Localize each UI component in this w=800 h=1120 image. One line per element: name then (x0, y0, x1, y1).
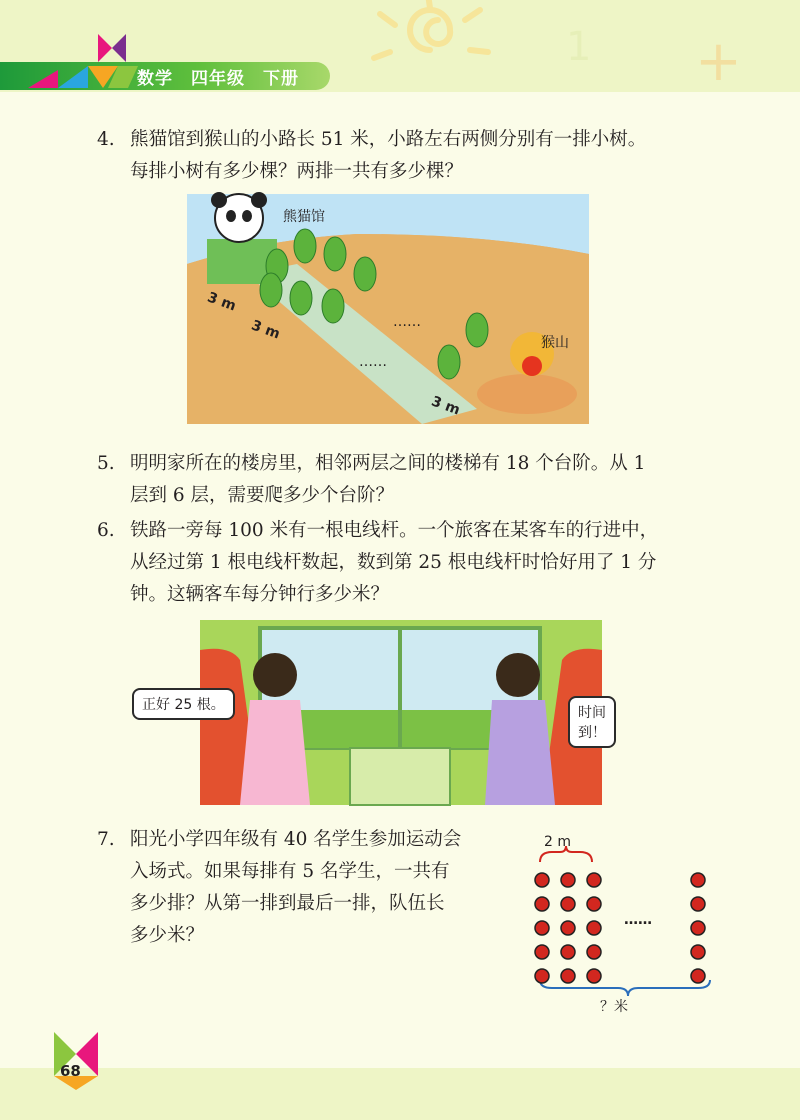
ellipsis: …… (624, 912, 652, 928)
student-dot (587, 873, 601, 887)
question-line: 熊猫馆到猴山的小路长 51 米，小路左右两侧分别有一排小树。 (130, 129, 647, 150)
speech-bubble-right: 时间到！ (568, 696, 616, 748)
student-dot (561, 969, 575, 983)
ellipsis: …… (393, 314, 421, 330)
question-line: 每排小树有多少棵？两排一共有多少棵？ (130, 161, 464, 182)
corner-tangram-icon (54, 1032, 100, 1090)
question-number: 7. (97, 829, 115, 850)
spacing-label: 3 m (205, 289, 239, 315)
question-number: 6. (97, 520, 115, 541)
tangram-logo-icon (28, 30, 138, 92)
student-dot (561, 897, 575, 911)
footer-band (0, 1068, 800, 1120)
student-dot (535, 969, 549, 983)
student-dot (561, 873, 575, 887)
ellipsis: …… (359, 354, 387, 370)
question-line: 多少米？ (130, 925, 205, 946)
svg-text:+: + (695, 29, 742, 94)
student-dot (691, 921, 705, 935)
student-dot (587, 945, 601, 959)
student-dot (691, 945, 705, 959)
train-illustration (142, 620, 606, 805)
speech-bubble-left: 正好 25 根。 (132, 688, 235, 720)
student-dot (587, 921, 601, 935)
question-number: 4. (97, 129, 115, 150)
question-line: 阳光小学四年级有 40 名学生参加运动会 (130, 829, 462, 850)
student-dot (535, 873, 549, 887)
park-path-illustration (187, 194, 589, 424)
question-line: 铁路一旁每 100 米有一根电线杆。一个旅客在某客车的行进中， (130, 520, 659, 541)
page-number: 68 (60, 1062, 81, 1080)
question-5 (97, 448, 737, 512)
question-line: 明明家所在的楼房里，相邻两层之间的楼梯有 18 个台阶。从 1 (130, 453, 646, 474)
student-dot (561, 945, 575, 959)
gap-label: 2 m (544, 834, 571, 850)
question-line: 从经过第 1 根电线杆数起，数到第 25 根电线杆时恰好用了 1 分 (130, 552, 657, 573)
student-dot (535, 945, 549, 959)
monkey-label: 猴山 (541, 335, 569, 351)
student-dot (691, 897, 705, 911)
student-dot (587, 897, 601, 911)
length-label: ？米 (600, 999, 628, 1015)
student-dot (561, 921, 575, 935)
spacing-label: 3 m (249, 317, 283, 343)
formation-diagram (528, 832, 728, 1022)
student-dot (587, 969, 601, 983)
student-dot (691, 969, 705, 983)
question-line: 层到 6 层，需要爬多少个台阶？ (130, 485, 395, 506)
student-dot (535, 921, 549, 935)
question-line: 多少排？从第一排到最后一排，队伍长 (130, 893, 445, 914)
sun-decoration (370, 0, 800, 94)
panda-label: 熊猫馆 (283, 209, 325, 225)
question-7 (97, 824, 517, 952)
question-line: 入场式。如果每排有 5 名学生，一共有 (130, 861, 450, 882)
header-title: 数学 四年级 下册 (137, 69, 299, 89)
question-line: 钟。这辆客车每分钟行多少米？ (130, 584, 390, 605)
student-dot (691, 873, 705, 887)
svg-text:1: 1 (566, 24, 592, 70)
question-6 (97, 515, 737, 611)
question-number: 5. (97, 453, 115, 474)
student-dot (535, 897, 549, 911)
spacing-label: 3 m (429, 393, 463, 419)
question-4 (97, 124, 737, 188)
